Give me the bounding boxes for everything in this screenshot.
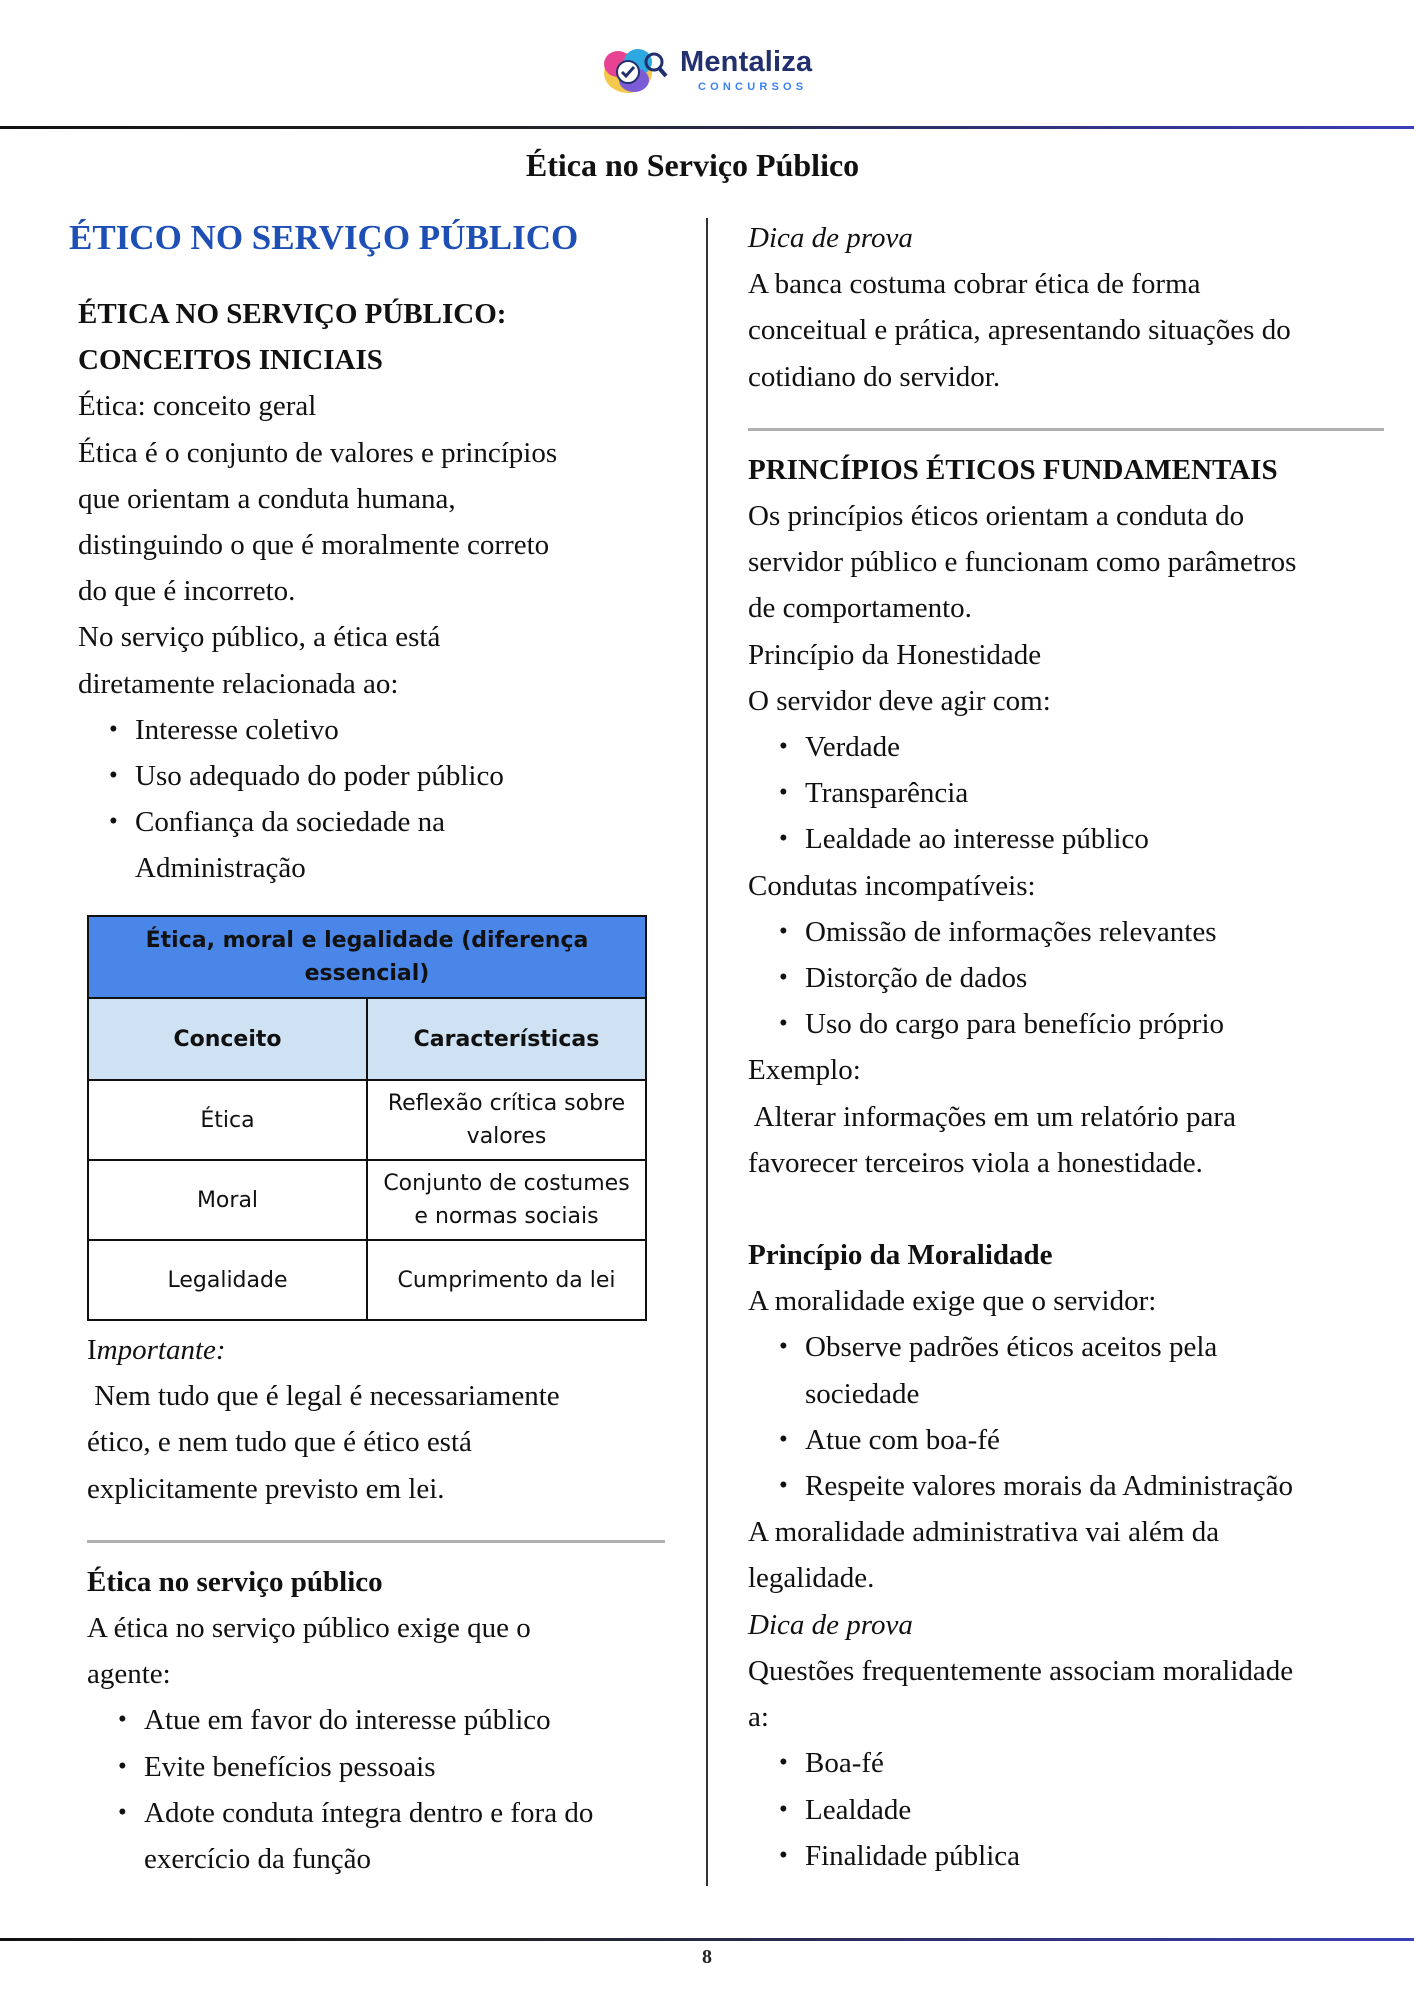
subheading-ethics-concept: Ética: conceito geral bbox=[78, 390, 317, 423]
paragraph-line: Ética é o conjunto de valores e princípios bbox=[78, 436, 558, 469]
header-divider bbox=[0, 126, 1414, 129]
paragraph-line: No serviço público, a ética está bbox=[78, 621, 441, 654]
brand-logo bbox=[598, 40, 812, 100]
bullet-list bbox=[748, 909, 1388, 1048]
list-item: • Transparência bbox=[805, 770, 1388, 816]
table-row bbox=[88, 1080, 646, 1160]
list-item: • Atue com boa-fé bbox=[805, 1417, 1388, 1463]
important-label bbox=[87, 1327, 677, 1373]
paragraph-line: Os princípios éticos orientam a conduta do bbox=[748, 500, 1245, 533]
bullet-list bbox=[748, 1740, 1388, 1879]
footer-divider bbox=[0, 1938, 1414, 1941]
paragraph-line: agente: bbox=[87, 1658, 171, 1691]
list-item: • Uso adequado do poder público bbox=[135, 753, 678, 799]
important-line: Nem tudo que é legal é necessariamente bbox=[87, 1380, 560, 1413]
table-cell: Reflexão crítica sobre valores bbox=[367, 1080, 646, 1160]
paragraph-line: O servidor deve agir com: bbox=[748, 684, 1051, 717]
bullet-list bbox=[78, 707, 678, 892]
list-item: • Omissão de informações relevantes bbox=[805, 909, 1388, 955]
document-title: Ética no Serviço Público bbox=[525, 147, 860, 183]
list-item: • Respeite valores morais da Administração bbox=[805, 1463, 1388, 1509]
subsection-title: Ética no serviço público bbox=[87, 1565, 383, 1598]
tip-label: Dica de prova bbox=[748, 1608, 913, 1641]
incompatible-label: Condutas incompatíveis: bbox=[748, 869, 1036, 902]
important-label-rest: mportante: bbox=[96, 1334, 226, 1366]
list-item: • Observe padrões éticos aceitos pela bbox=[805, 1324, 1388, 1370]
paragraph-line: legalidade. bbox=[748, 1562, 875, 1595]
paragraph-line: a: bbox=[748, 1701, 769, 1734]
paragraph-line: de comportamento. bbox=[748, 592, 972, 625]
bullet-list bbox=[87, 1697, 677, 1882]
principles-title: PRINCÍPIOS ÉTICOS FUNDAMENTAIS bbox=[748, 453, 1278, 486]
section-separator bbox=[748, 428, 1384, 431]
list-item: • Interesse coletivo bbox=[135, 707, 678, 753]
bullet-list bbox=[748, 1324, 1388, 1509]
list-item: • Uso do cargo para benefício próprio bbox=[805, 1001, 1388, 1047]
list-item-continuation: Administração bbox=[135, 852, 306, 885]
important-line: ético, e nem tudo que é ético está bbox=[87, 1426, 472, 1459]
list-item: • Verdade bbox=[805, 724, 1388, 770]
section-title-line-1: ÉTICA NO SERVIÇO PÚBLICO: bbox=[78, 298, 507, 330]
example-label: Exemplo: bbox=[748, 1054, 861, 1087]
list-item: • Boa-fé bbox=[805, 1740, 1388, 1786]
paragraph-line: diretamente relacionada ao: bbox=[78, 667, 399, 700]
important-label-initial: I bbox=[87, 1334, 97, 1366]
page-header bbox=[0, 0, 1414, 128]
paragraph-line: A moralidade administrativa vai além da bbox=[748, 1516, 1220, 1549]
section-separator bbox=[87, 1540, 665, 1543]
list-item: • Lealdade bbox=[805, 1787, 1388, 1833]
ethics-comparison-table bbox=[87, 915, 647, 1321]
table-header-cell: Características bbox=[367, 998, 646, 1080]
example-line: Alterar informações em um relatório para bbox=[748, 1100, 1236, 1133]
table-caption: Ética, moral e legalidade (diferença essencial) bbox=[88, 916, 646, 998]
table-cell: Cumprimento da lei bbox=[367, 1240, 646, 1320]
tip-line: cotidiano do servidor. bbox=[748, 360, 1001, 393]
left-column-intro bbox=[78, 291, 678, 892]
tip-line: conceitual e prática, apresentando situações do bbox=[748, 314, 1291, 347]
table-cell: Legalidade bbox=[88, 1240, 367, 1320]
paragraph-line: servidor público e funcionam como parâmetros bbox=[748, 546, 1297, 579]
tip-label: Dica de prova bbox=[748, 222, 913, 254]
right-column bbox=[748, 215, 1388, 1879]
left-column-important bbox=[87, 1327, 677, 1882]
section-title-line-2: CONCEITOS INICIAIS bbox=[78, 344, 383, 377]
table-row bbox=[88, 1160, 646, 1240]
list-item-continuation: sociedade bbox=[805, 1377, 920, 1410]
brand-subtitle: CONCURSOS bbox=[698, 80, 808, 93]
list-item: • Confiança da sociedade na bbox=[135, 799, 678, 845]
column-divider bbox=[706, 218, 708, 1886]
morality-title: Princípio da Moralidade bbox=[748, 1239, 1053, 1272]
important-line: explicitamente previsto em lei. bbox=[87, 1472, 445, 1505]
list-item: • Adote conduta íntegra dentro e fora do bbox=[144, 1790, 677, 1836]
table-header-cell: Conceito bbox=[88, 998, 367, 1080]
list-item: • Evite benefícios pessoais bbox=[144, 1744, 677, 1790]
list-item: • Lealdade ao interesse público bbox=[805, 816, 1388, 862]
list-item-continuation: exercício da função bbox=[144, 1843, 372, 1876]
table-row bbox=[88, 1240, 646, 1320]
paragraph-line: que orientam a conduta humana, bbox=[78, 482, 456, 515]
table-cell: Conjunto de costumes e normas sociais bbox=[367, 1160, 646, 1240]
main-heading: ÉTICO NO SERVIÇO PÚBLICO bbox=[69, 218, 579, 257]
table-cell: Ética bbox=[88, 1080, 367, 1160]
list-item: • Distorção de dados bbox=[805, 955, 1388, 1001]
paragraph-line: A ética no serviço público exige que o bbox=[87, 1612, 531, 1645]
paragraph-line: do que é incorreto. bbox=[78, 575, 296, 608]
brain-check-icon bbox=[598, 40, 670, 100]
bullet-list bbox=[748, 724, 1388, 863]
page-number: 8 bbox=[702, 1946, 712, 1968]
list-item: • Finalidade pública bbox=[805, 1833, 1388, 1879]
paragraph-line: Questões frequentemente associam moralidade bbox=[748, 1654, 1294, 1687]
honesty-title: Princípio da Honestidade bbox=[748, 638, 1042, 671]
list-item: • Atue em favor do interesse público bbox=[144, 1697, 677, 1743]
table-cell: Moral bbox=[88, 1160, 367, 1240]
tip-line: A banca costuma cobrar ética de forma bbox=[748, 268, 1201, 301]
paragraph-line: A moralidade exige que o servidor: bbox=[748, 1285, 1157, 1318]
paragraph-line: distinguindo o que é moralmente correto bbox=[78, 529, 550, 562]
example-line: favorecer terceiros viola a honestidade. bbox=[748, 1146, 1203, 1179]
brand-name: Mentaliza bbox=[680, 45, 813, 78]
